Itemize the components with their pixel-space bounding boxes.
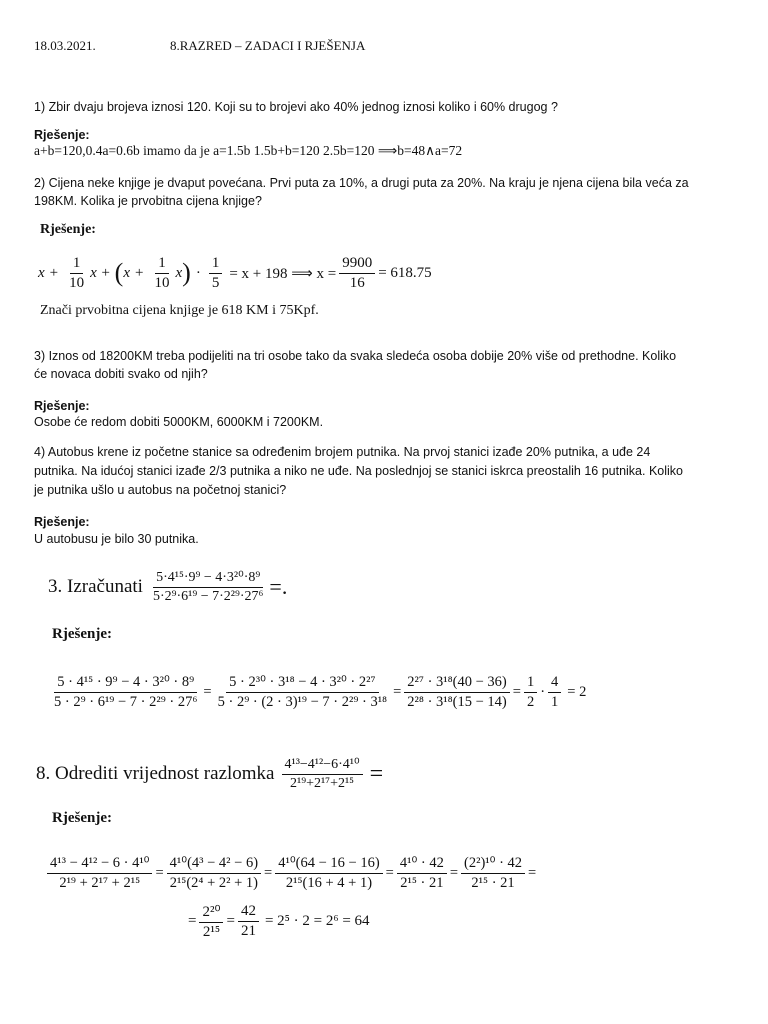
equals-sign: = (449, 864, 459, 881)
fraction (51, 674, 200, 711)
task1-solution: a+b=120,0.4a=0.6b imamo da je a=1.5b 1.5b+b=120 2.5b=120 ⟹b=48∧a=72 (34, 143, 463, 158)
equals-sign: = (385, 864, 394, 881)
fraction (282, 756, 363, 792)
fraction-denominator: 16 (349, 274, 365, 291)
fraction-denominator: 2¹⁵(2⁴ + 2² + 1) (169, 874, 259, 891)
task6-solution-line2 (188, 896, 370, 946)
fraction-denominator: 2¹⁹ + 2¹⁷ + 2¹⁵ (59, 874, 141, 891)
eq-rhs: = x + 198 ⟹ x = (229, 265, 337, 282)
equals-sign: = (155, 864, 164, 881)
fraction-denominator: 2¹⁵(16 + 4 + 1) (285, 874, 373, 891)
eq-term: x (38, 264, 45, 281)
eq-result: = 618.75 (378, 264, 432, 281)
fraction-numerator: 4¹³−4¹²−6·4¹⁰ (282, 756, 363, 775)
fraction-denominator: 10 (154, 274, 170, 291)
task4-question-line1: 4) Autobus krene iz početne stanice sa određenim brojem putnika. Na prvoj stanici izađe 20% putnika, a uđe 24 (34, 445, 651, 459)
fraction (150, 569, 266, 605)
fraction-numerator: 4¹³ − 4¹² − 6 · 4¹⁰ (47, 855, 152, 874)
eq-term: x (175, 264, 183, 281)
eq-term: x (123, 264, 131, 281)
task4-solution-label: Rješenje: (34, 515, 90, 529)
fraction (209, 255, 223, 292)
fraction-numerator: 1 (70, 255, 84, 274)
equals-sign: = (264, 864, 273, 881)
fraction-numerator: 4¹⁰ · 42 (397, 855, 447, 874)
fraction-denominator: 5·2⁹·6¹⁹ − 7·2²⁹·27⁶ (152, 589, 264, 604)
equals-sign: = (188, 912, 197, 929)
task3-question-line2: će novaca dobiti svako od njih? (34, 367, 208, 381)
fraction-numerator: 4 (548, 674, 561, 693)
equals-sign: = (512, 683, 521, 700)
document-date: 18.03.2021. (34, 38, 96, 53)
fraction (238, 903, 259, 940)
fraction-denominator: 10 (69, 274, 85, 291)
dot-operator: · (540, 683, 546, 700)
fraction (47, 855, 152, 892)
fraction-denominator: 2¹⁵ (202, 923, 221, 940)
eq-operator: · (195, 264, 201, 281)
fraction-numerator: (2²)¹⁰ · 42 (461, 855, 525, 874)
fraction-numerator: 2²⁷ · 3¹⁸(40 − 36) (404, 674, 509, 693)
fraction-numerator: 1 (209, 255, 223, 274)
fraction-denominator: 5 · 2⁹ · (2 · 3)¹⁹ − 7 · 2²⁹ · 3¹⁸ (217, 693, 388, 710)
task6-solution-line1 (44, 848, 536, 898)
fraction-numerator: 5·4¹⁵·9⁹ − 4·3²⁰·8⁹ (153, 569, 263, 588)
fraction (397, 855, 447, 892)
task2-question-line1: 2) Cijena neke knjige je dvaput povećana. Prvi puta za 10%, a drugi puta za 20%. Na kraju je njena cijena bila veća za (34, 176, 689, 190)
task4-question-line3: je putnika ušlo u autobus na početnoj stanici? (34, 483, 287, 497)
fraction-denominator: 21 (240, 922, 256, 939)
left-paren: ( (114, 258, 124, 287)
task3-question-line1: 3) Iznos od 18200KM treba podijeliti na tri osobe tako da svaka sledeća osoba dobije 20% više od prethodne. Koliko (34, 349, 677, 363)
fraction-denominator: 2¹⁹+2¹⁷+2¹⁵ (290, 776, 355, 791)
task2-equation (38, 250, 432, 296)
task2-solution-label: Rješenje: (40, 222, 96, 237)
task4-solution: U autobusu je bilo 30 putnika. (34, 532, 199, 546)
eq-term: x + (90, 264, 111, 281)
fraction (461, 855, 525, 892)
fraction-numerator: 9900 (339, 255, 375, 274)
fraction-numerator: 5 · 4¹⁵ · 9⁹ − 4 · 3²⁰ · 8⁹ (54, 674, 197, 693)
fraction (404, 674, 509, 711)
eq-operator: + (135, 264, 144, 281)
fraction-numerator: 4¹⁰(64 − 16 − 16) (275, 855, 382, 874)
fraction-denominator: 5 · 2⁹ · 6¹⁹ − 7 · 2²⁹ · 27⁶ (54, 693, 198, 710)
task5-solution-label: Rješenje: (52, 626, 112, 642)
task2-question-line2: 198KM. Kolika je prvobitna cijena knjige? (34, 194, 262, 208)
equals-sign: = (226, 912, 235, 929)
task6-intro-text: 8. Odrediti vrijednost razlomka (36, 763, 275, 784)
task4-question-line2: putnika. Na idućoj stanici izađe 2/3 putnika a niko ne uđe. Na poslednjoj se stanici iskrca preostalih 16 putnika. Koliko (34, 464, 683, 478)
fraction-denominator: 2 (526, 693, 535, 710)
task3-solution-label: Rješenje: (34, 399, 90, 413)
task2-conclusion: Znači prvobitna cijena knjige je 618 KM i 75Kpf. (40, 303, 319, 318)
fraction (167, 855, 261, 892)
equals-sign: = (203, 683, 212, 700)
right-paren: ) (182, 258, 191, 287)
task1-solution-label: Rješenje: (34, 128, 90, 142)
equals-sign: = (393, 683, 402, 700)
fraction (199, 902, 223, 941)
task1-question: 1) Zbir dvaju brojeva iznosi 120. Koji su to brojevi ako 40% jednog iznosi koliko i 60% drugog ? (34, 100, 558, 114)
fraction (339, 255, 375, 292)
fraction-numerator: 1 (524, 674, 537, 693)
task5-result: = 2 (567, 683, 587, 700)
task3-solution: Osobe će redom dobiti 5000KM, 6000KM i 7200KM. (34, 415, 324, 429)
fraction (548, 674, 561, 711)
fraction-denominator: 2¹⁵ · 21 (400, 874, 444, 891)
fraction (215, 674, 391, 711)
fraction (66, 255, 87, 292)
task5-intro-equals: =. (269, 574, 288, 599)
fraction-denominator: 2¹⁵ · 21 (471, 874, 515, 891)
fraction-numerator: 2²⁰ (199, 902, 223, 923)
fraction-denominator: 2²⁸ · 3¹⁸(15 − 14) (407, 693, 507, 710)
task5-intro (48, 562, 287, 612)
eq-operator: + (49, 264, 59, 281)
fraction-denominator: 5 (211, 274, 220, 291)
fraction (524, 674, 537, 711)
fraction (151, 255, 172, 292)
task6-result: = 2⁵ · 2 = 2⁶ = 64 (264, 912, 370, 929)
fraction-numerator: 42 (238, 903, 259, 922)
task5-solution (48, 667, 586, 717)
task6-intro (36, 749, 383, 799)
document-title: 8.RAZRED – ZADACI I RJEŠENJA (170, 38, 366, 53)
fraction (275, 855, 382, 892)
task5-intro-text: 3. Izračunati (48, 576, 143, 597)
fraction-numerator: 5 · 2³⁰ · 3¹⁸ − 4 · 3²⁰ · 2²⁷ (226, 674, 378, 693)
fraction-numerator: 1 (155, 255, 169, 274)
equals-sign: = (528, 864, 537, 881)
fraction-numerator: 4¹⁰(4³ − 4² − 6) (167, 855, 261, 874)
task6-solution-label: Rješenje: (52, 810, 112, 826)
task6-intro-equals: = (369, 760, 384, 787)
fraction-denominator: 1 (551, 693, 559, 710)
